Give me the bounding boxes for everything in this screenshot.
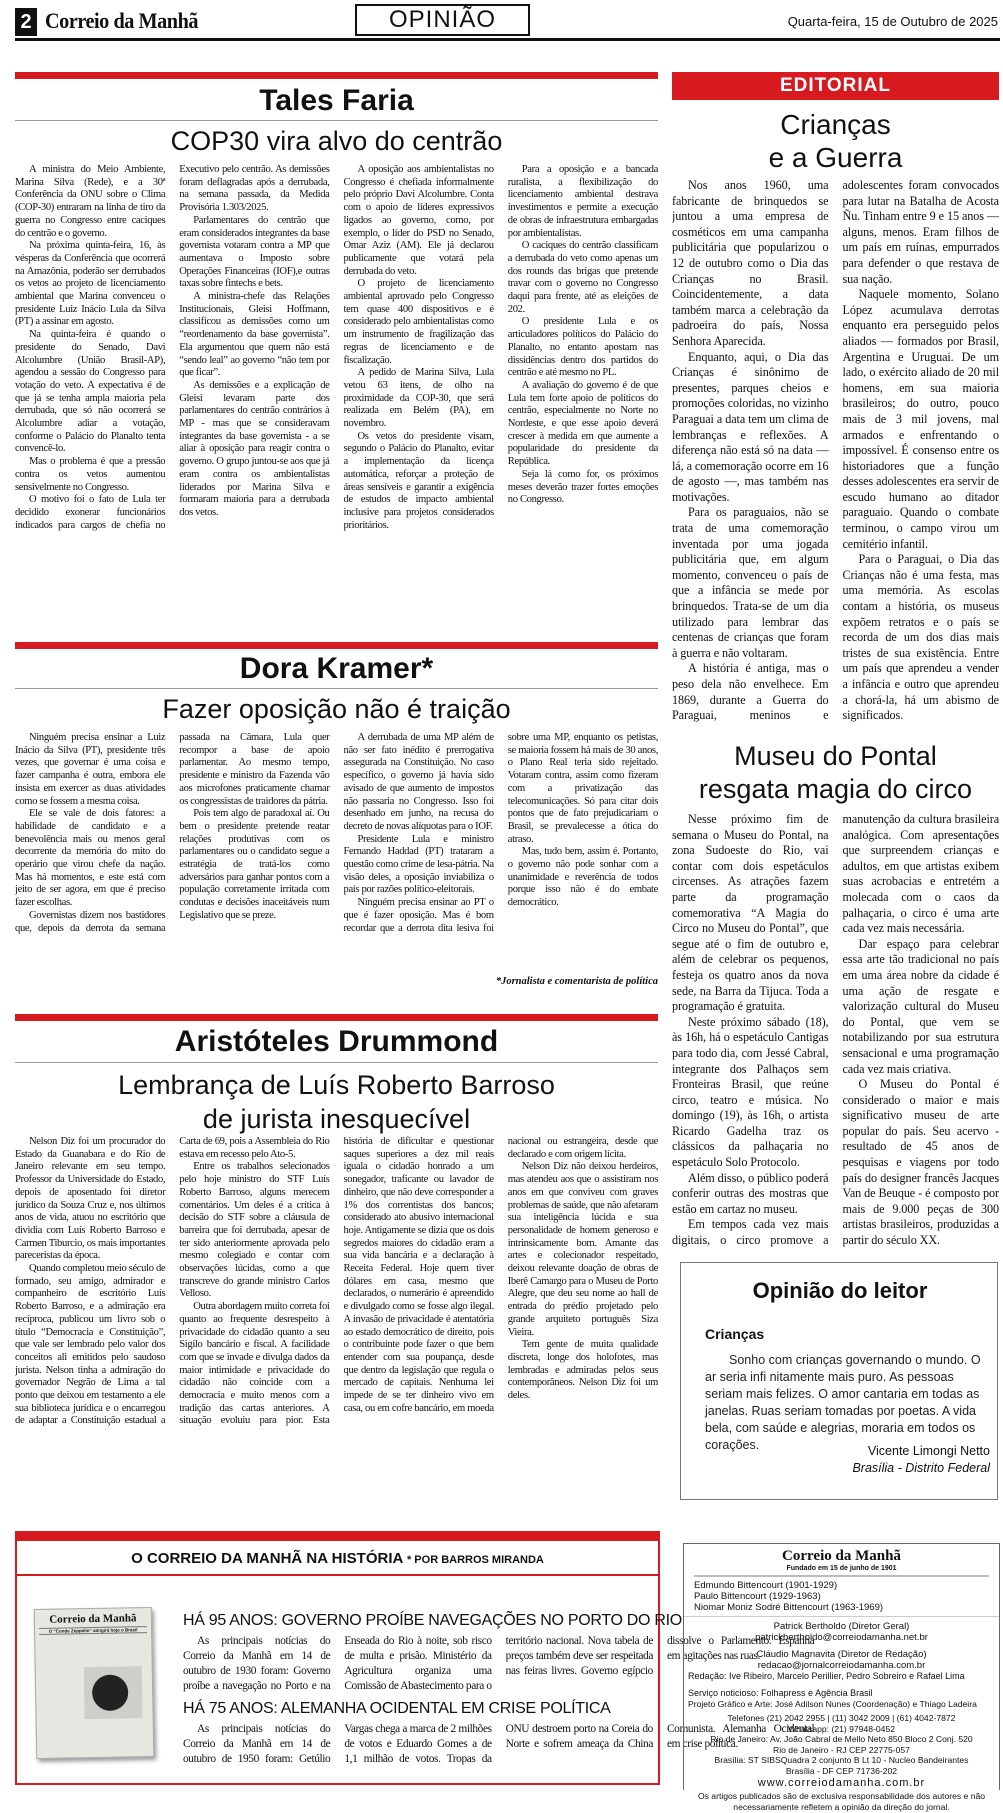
paragraph: Na quinta-feira é quando o presidente do Senado, Davi Alcolumbre (União Brasil-AP), agendou a sessão do Congresso para votação do veto. A expectativa é de que já se tenha ampla maioria pela derrubada, que só não ocorrerá se Alcolumbre adiar a votação, conforme o Palácio do Planalto tenta convencê-lo. xyxy=(15,329,166,455)
headline-line: de jurista inesquecível xyxy=(202,1104,471,1134)
columnist-name: Aristóteles Drummond xyxy=(174,1025,499,1058)
museu-headline xyxy=(672,740,999,806)
thumb-headline: O “Conde Zeppelin” atingirá hoje o Brasil xyxy=(39,1626,147,1635)
history-item-heading: HÁ 95 ANOS: GOVERNO PROÍBE NAVEGAÇÕES NO PORTO DO RIO xyxy=(183,1612,682,1629)
letter-text: Sonho com crianças governando o mundo. O ar seria infi nitamente mais puro. As pessoas seriam mais felizes. O amor cantaria em todas as janelas. Ruas seriam tomadas por poetas. A vida bela, com saúde e alegrias, moraria em todos os corações. xyxy=(705,1353,981,1452)
paragraph: Ninguém precisa ensinar ao PT o que é fazer oposição. Mas é bom recordar que a derrota dita lesiva foi sobre uma MP, enquanto os petistas, se maioria fossem há mais de 30 anos, o Plano Real teria sido rejeitado. Votaram contra, assim como fizeram com a privatização das telecomunicações. Só para citar dois pontos que de fato prejudicariam o Brasil, se prevalecesse a ótica do atraso. xyxy=(343,732,658,934)
history-item-heading: HÁ 75 ANOS: ALEMANHA OCIDENTAL EM CRISE POLÍTICA xyxy=(183,1700,611,1717)
letter-author: Vicente Limongi Netto xyxy=(867,1444,990,1458)
founded-date: Fundado em 15 de junho de 1901 xyxy=(694,1565,989,1577)
paragraph: Na próxima quinta-feira, 16, às vésperas da Conferência que ocorrerá na Amazônia, poderão ser derrubados os vetos ao projeto de licenciamento ambiental que Marina convenceu o presidente Luiz Inácio Lula da Silva (PT) a assinar em agosto. xyxy=(15,240,166,328)
letter-subject: Crianças xyxy=(705,1326,765,1342)
paragraph: Parlamentares do centrão que eram considerados integrantes da base governista votaram contra a MP que aumentava o Imposto sobre Operações Financeiras (IOF),e outras taxas sobre fintechs e bets. xyxy=(179,214,330,290)
history-title xyxy=(17,1541,658,1576)
address: Rio de Janeiro - RJ CEP 22775-057 xyxy=(773,1744,910,1755)
title-line: Museu do Pontal xyxy=(734,741,937,771)
paragraph: Quando completou meio século de formado, seu amigo, admirador e companheiro de escritório Luís Roberto Barroso, e a admiração era recíproca, publicou um livro sob o título “Democracia e Constituição”, que vale ser lembrado pelo valor dos conceitos ali emitidos pelo saudoso jurista. Nelson tinha a admiração do governador Negrão de Lima a tal ponto que deixou em testamento a ele sua biblioteca jurídica e o encarregou de adaptar a Constituição estadual a Carta de 69, pois a Assembleia do Rio estava em recesso pelo Ato-5. xyxy=(15,1136,330,1427)
section-title: OPINIÃO xyxy=(355,4,530,36)
issue-date: Quarta-feira, 15 de Outubro de 2025 xyxy=(787,14,998,29)
headline-line: Lembrança de Luís Roberto Barroso xyxy=(118,1070,555,1100)
masthead-box xyxy=(683,1543,1000,1812)
header-rule xyxy=(15,38,1000,41)
museu-body xyxy=(672,812,999,1250)
paragraph: As principais notícias do Correio da Manhã em 14 de outubro de 1930 foram: Governo proíbe a navegação no Porto e na Enseada do Rio à noite, sob risco de multa e prisão. Ministério da Agricultura organiza uma Comissão de Abastecimento para o território nacional. Nova tabela de preços também deve ser respeitada nas feiras livres. Governo egípcio dissolve o Parlamento. Espanha em agitações nas ruas. xyxy=(183,1635,815,1692)
paragraph: O caciques do centrão classificam a derrubada do veto como apenas um dos rounds das brigas que pretende travar com o governo no Congresso daqui para frente, até as eleições de 202. xyxy=(507,240,658,315)
newspaper-archive-image xyxy=(34,1607,155,1759)
paragraph: O Museu do Pontal é considerado o maior e mais significativo museu de arte popular do país. Seu acervo - resultado de 45 anos de pesquisas e viagens por todo país do designer francês Jacques Van de Beuque - é composto por mais de 9.000 peças de 300 artistas brasileiros, produzidas a partir do século XX. xyxy=(842,1077,999,1248)
paragraph: A oposição aos ambientalistas no Congresso é chefiada informalmente pelo próprio Davi Alcolumbre. Conta com o apoio de líderes expressivos ligados ao governo, como, por exemplo, o líder do PSD no Senado, Omar Aziz (AM). Ele já declarou publicamente que votará pela derrubada do veto. xyxy=(343,164,494,277)
paragraph: Enquanto, aqui, o Dia das Crianças é sinônimo de presentes, parques cheios e promoções coloridas, no vizinho Paraguai a data tem um clima de lembranças e reflexões. A diferença não está só na data — lá, a comemoração ocorre em 16 de agosto —, mas também nas motivações. xyxy=(672,349,829,504)
paragraph: Para o Paraguai, o Dia das Crianças não é uma festa, mas uma memória. As escolas contam a história, os museus expõem retratos e o país se recorda de um dos dias mais tristes de sua existência. Entre um país que aprendeu a vender a infância e outro que aprendeu a chorá-la, há um abismo de significados. xyxy=(842,552,999,723)
paragraph: A ministra-chefe das Relações Institucionais, Gleisi Hoffmann, classificou as demissões como um “reordenamento da base governista”. Ela argumentou que quem não está “sendo leal” ao governo “não tem por que ficar”. xyxy=(179,291,330,379)
address: Rio de Janeiro: Av. João Cabral de Mello Neto 850 Bloco 2 Conj. 520 xyxy=(710,1734,973,1744)
red-divider xyxy=(15,72,658,79)
editorial-title xyxy=(672,108,999,174)
zeppelin-photo xyxy=(84,1666,143,1719)
paragraph: Outra abordagem muito correta foi quanto ao frequente desrespeito à privacidade do cidadão quanto a seu Sigilo bancário e fiscal. A facilidade com que se invade e divulga dados da maior intimidade e privacidade do cidadão não coincide com a democracia e muito menos com a tradição das cartas anteriores. A situação evoluiu para pior. Esta história de dificultar e questionar saques superiores a dez mil reais iguala o cidadão honrado a um sonegador, traficante ou lavador de dinheiro, que não deve corresponder a 1% dos correntistas dos bancos; considerado ato abusivo internacional hoje. Antigamente se dizia que os dois segredos maiores do cidadão eram a sua vida bancária e a declaração à Receita Federal. Hoje quem tiver dólares em casa, mesmo que declarados, o numerário é apreendido e divulgado como se fosse algo ilegal. A invasão de privacidade é atentatória ao estado democrático de direito, pois o contribuinte pode fazer o que bem entender com sua poupança, desde que dentro da legislação que regula o mercado de capitais. Nenhuma lei impede de se ter dinheiro vivo em casa, ou em cofre bancário, em moeda nacional ou estrangeira, desde que declarado e com origem lícita. xyxy=(179,1136,658,1427)
paragraph: O motivo foi o fato de Lula ter decidido exonerar funcionários indicados para cargos de chefia no Executivo pelo centrão. As demissões foram deflagradas após a derrubada, na semana passada, da Medida Provisória 1.303/2025. xyxy=(15,164,330,531)
paragraph: Nos anos 1960, uma fabricante de brinquedos se juntou a uma empresa de cosméticos em uma campanha publicitária que popularizou o 12 de outubro como o Dia das Crianças no Brasil. Coincidentemente, a data também marca a celebração da padroeira do país, Nossa Senhora Aparecida. xyxy=(672,178,829,348)
editor: Cláudio Magnavita (Diretor de Redação) xyxy=(756,1649,927,1660)
paragraph: Tem gente de muita qualidade discreta, longe dos holofotes, mas lembradas e admiradas pelos seus contemporâneos. Nelson Diz foi um deles. xyxy=(507,1339,658,1402)
paragraph: Pois tem algo de paradoxal aí. Ou bem o presidente pretende reatar relações produtivas com os parlamentares ou o candidato segue a estratégia de tratá-los como adversários para ganhar pontos com a população corretamente irritada com condutas e decisões inaceitáveis num Legislativo que se preze. xyxy=(179,808,330,921)
article-body xyxy=(15,1136,658,1516)
paragraph: Para os paraguaios, não se trata de uma comemoração inventada por uma jogada publicitária que, em algum momento, convenceu o país de que a infância se mede por brinquedos. Trata-se de um dia utilizado para lembrar das centenas de crianças que foram à guerra e não voltaram. xyxy=(672,505,829,660)
red-divider xyxy=(15,1014,658,1021)
article-headline xyxy=(15,1068,658,1136)
paragraph: Ele se vale de dois fatores: a habilidade de candidato e a benevolência mais ou menos geral decorrente da memória do mito do operário que virou chefe da nação. Mas há momentos, e este está com jeito de ser agora, em que é preciso fazer escolhas. xyxy=(15,808,166,909)
paragraph: Neste próximo sábado (18), às 16h, há o espetáculo Cantigas para todo dia, com Jessé Cabral, integrante dos Palhaços sem Fronteiras Brasil, que reúne circo, teatro e música. No domingo (19), às 16h, o artista Ricardo Gadelha traz os clássicos da palhaçaria no espetáculo Solo Protocolo. xyxy=(672,1014,829,1170)
address: Brasília - DF CEP 71736-202 xyxy=(785,1765,898,1776)
masthead-logo: Correio da Manhã xyxy=(782,1548,901,1564)
paragraph: Governistas dizem nos bastidores que, depois da derrota da semana passada na Câmara, Lula quer recompor a base de apoio parlamentar. Ao mesmo tempo, presidente e ministro da Fazenda vão aos microfones praticamente chamar os congressistas de traidores da pátria. xyxy=(15,732,330,934)
newspaper-logo: Correio da Manhã xyxy=(45,8,199,33)
divider xyxy=(15,688,658,689)
history-byline: * POR BARROS MIRANDA xyxy=(406,1554,544,1566)
paragraph: Seja lá como for, os próximos meses deverão trazer fortes emoções no Congresso. xyxy=(507,468,658,506)
paragraph: Em tempos cada vez mais digitais, o circo promove a manutenção da cultura brasileira analógica. Com apresentações que surpreendem crianças e adultos, em que artistas exibem suas acrobacias e entretém a molecada com o caos da palhaçaria, o circo é uma arte cada vez mais necessária. xyxy=(672,812,999,1248)
disclaimer: Os artigos publicados são de exclusiva responsabilidade dos autores e não necessariamente refletem a opinião da direção do jornal. xyxy=(697,1791,986,1812)
whatsapp: Whatsapp: (21) 97948-0452 xyxy=(787,1723,895,1734)
page-number: 2 xyxy=(15,8,37,36)
letter-location: Brasília - Distrito Federal xyxy=(852,1461,990,1475)
paragraph: Presidente Lula e ministro Fernando Haddad (PT) trataram a questão como crime de lesa-pátria. Na visão deles, a oposição inviabiliza o país por razões político-eleitorais. xyxy=(343,833,494,896)
editor-email[interactable]: redacao@jornalcorreiodamanha.com.br xyxy=(757,1660,926,1671)
paragraph: Ninguém precisa ensinar a Luiz Inácio da Silva (PT), presidente três vezes, que governar é uma coisa e fazer campanha é outra, embora ele insista em exercer as duas atividades como se fossem a mesma coisa. xyxy=(15,732,166,807)
title-line: resgata magia do circo xyxy=(698,774,973,804)
paragraph: A ministra do Meio Ambiente, Marina Silva (Rede), e a 30ª Conferência da ONU sobre o Clima (COP-30) entraram na linha de tiro da guerra no Congresso entre caciques do centrão e o governo. xyxy=(15,164,166,239)
contacts xyxy=(684,1713,999,1776)
founder: Paulo Bittencourt (1929-1963) xyxy=(694,1591,821,1602)
paragraph: Mas, tudo bem, assim é. Portanto, o governo não pode sonhar com a unanimidade e reverência de todos porque isso não é do embate democrático. xyxy=(507,846,658,909)
article-headline: Fazer oposição não é traição xyxy=(162,694,511,724)
article-body xyxy=(15,732,658,940)
paragraph: Os vetos do presidente visam, segundo o Palácio do Planalto, evitar a implementação da licença automática, reforçar a proteção de áreas sensíveis e garantir a exigência de estudos de impacto ambiental inclusive para projetos considerados prioritários. xyxy=(343,430,494,531)
author-footnote: *Jornalista e comentarista de política xyxy=(495,976,658,987)
website-link[interactable]: www.correiodamanha.com.br xyxy=(757,1777,926,1789)
paragraph: Naquele momento, Solano López acumulava derrotas enquanto era perseguido pelos aliados — formados por Brasil, Argentina e Uruguai. De um lado, o exército aliado de 20 mil homens, em sua maioria brasileiros; do outro, pouco mais de 3 mil jovens, mal armados e enfrentando o impossível. É consenso entre os historiadores que a função desses adolescentes era servir de escudo humano ao ditador paraguaio. Quando o combate terminou, o campo virou um cemitério infantil. xyxy=(842,287,999,551)
paragraph: As demissões e a explicação de Gleisi levaram parte dos parlamentares do centrão contrários à MP - mas que se consideravam integrantes da base governista - a se aliar à oposição para reagir contra o governo. O grupo juntou-se aos que já eram contra os ambientalistas liderados por Marina Silva e formaram maioria para a derrubada dos vetos. xyxy=(179,379,330,518)
address: Brasília: ST SIBSQuadra 2 conjunto B Lt 10 - Nucleo Bandeirantes xyxy=(714,1755,969,1765)
paragraph: O presidente Lula e os articuladores políticos do Palácio do Planalto, no entanto apostam nas dissidências dentro dos partidos do centrão e até mesmo no PL. xyxy=(507,316,658,379)
thumb-logo: Correio da Manhã xyxy=(49,1612,137,1626)
founders-list xyxy=(684,1580,999,1617)
editorial-body xyxy=(672,178,999,730)
history-item-text xyxy=(183,1722,815,1770)
columnist-name: Tales Faria xyxy=(259,84,414,117)
phone: Telefones (21) 2042 2955 | (11) 3042 2009 | (61) 4042-7872 xyxy=(727,1713,956,1723)
article-body xyxy=(15,164,658,626)
paragraph: A derrubada de uma MP além de não ser fato inédito é prerrogativa assegurada na Constituição. No caso específico, o governo já havia sido avisado de que aumento de impostos não passaria no Congresso. Isso foi desenhado em junho, na recusa do decreto de novas alíquotas para o IOF. xyxy=(343,732,494,832)
divider xyxy=(15,1062,658,1063)
history-title-text: O CORREIO DA MANHÃ NA HISTÓRIA xyxy=(131,1550,403,1567)
founder: Edmundo Bittencourt (1901-1929) xyxy=(694,1580,838,1591)
paragraph: O projeto de licenciamento ambiental aprovado pelo Congresso tem quase 400 dispositivos e é considerado pelo ambientalistas como um instrumento de fragilização das regras de licenciamento e de fiscalização. xyxy=(343,278,494,366)
article-headline: COP30 vira alvo do centrão xyxy=(170,126,503,156)
paragraph: Mas o problema é que a pressão contra os vetos aumentou sensivelmente no Congresso. xyxy=(15,456,166,493)
editorial-tag: EDITORIAL xyxy=(672,72,999,100)
paragraph: Entre os trabalhos selecionados pelo hoje ministro do STF Luís Roberto Barroso, alguns merecem comentários. Um deles é a crítica à decisão do STF sobre a cláusula de barreira que foi derrubada, apesar de ter sido anteriormente aprovada pelo mesmo colegiado e contar com observações lúcidas, como a que transcreve do grande ministro Carlos Velloso. xyxy=(179,1161,330,1300)
paragraph: Além disso, o público poderá conferir outras des mostras que estão em cartaz no museu. xyxy=(672,1170,829,1216)
reader-opinion-title: Opinião do leitor xyxy=(700,1278,980,1304)
paragraph: A pedido de Marina Silva, Lula vetou 63 itens, de olho na proximidade da COP-30, que será realizada em Belém (PA), em novembro. xyxy=(343,367,494,430)
paragraph: Nesse próximo fim de semana o Museu do Pontal, na zona Sudoeste do Rio, vai contar com dois espetáculos circenses. As atrações fazem parte da programação comemorativa “A Magia do Circo no Museu do Pontal”, que segue até o fim de outubro e, além de celebrar os pequenos, festeja os quatro anos da nova sede, na Barra da Tijuca. Toda a programação é gratuita. xyxy=(672,812,829,1014)
paragraph: Dar espaço para celebrar essa arte tão tradicional no país em uma área nobre da cidade é uma ação de resgate e valorização cultural do Museu do Pontal, que vem se notabilizando por sua estrutura sensacional e uma programação cada vez mais criativa. xyxy=(842,936,999,1076)
paragraph: As principais notícias do Correio da Manhã em 14 de outubro de 1950 foram: Getúlio Vargas chega a marca de 2 milhões de votos e Eduardo Gomes a de 1,1 milhão de votos. Tropas da ONU destroem porto na Coreia do Norte e sofrem ameaça da China Comunista. Alemanha Ocidental em crise política. xyxy=(183,1723,815,1765)
paragraph: A história é antiga, mas o peso dela não envelhece. Em 1869, durante a Guerra do Paraguai, meninos e adolescentes foram convocados para lutar na Batalha de Acosta Ñu. Tinham entre 9 e 15 anos — alguns, menos. Eram filhos de um país em ruínas, empurrados para defender o que restava de sua nação. xyxy=(672,178,999,723)
design-credits: Projeto Gráfico e Arte: José Adilson Nunes (Coordenação) e Thiago Ladeira xyxy=(688,1699,977,1709)
founder: Niomar Moniz Sodré Bittencourt (1963-1969) xyxy=(694,1602,884,1613)
paragraph: Para a oposição e a bancada ruralista, a flexibilização do licenciamento ambiental destrava investimentos e permite a execução de obras de infraestrutura embargadas por ambientalistas. xyxy=(507,164,658,239)
red-divider xyxy=(15,642,658,649)
news-service: Serviço noticioso: Folhapress e Agência Brasil xyxy=(688,1688,873,1698)
columnist-name: Dora Kramer* xyxy=(239,652,434,685)
director-email[interactable]: patrickbertholdo@correiodamanha.net.br xyxy=(755,1632,928,1643)
title-line: e a Guerra xyxy=(768,142,903,173)
paragraph: A avaliação do governo é de que Lula tem forte apoio de políticos do centrão, especialmente no Norte no Nordeste, e que esse apoio deverá crescer à medida em que aumente a popularidade do presidente da República. xyxy=(507,379,658,468)
paragraph: Nelson Diz foi um procurador do Estado da Guanabara e do Rio de Janeiro relevante em seu tempo. Professor da Universidade do Estado, depois de aposentado foi diretor jurídico da Souza Cruz e, nos últimos anos de vida, atuou no escritório que dividia com Luís Roberto Barroso e Carmen Tiburcio, os mais importantes pareceristas da época. xyxy=(15,1136,166,1262)
director: Patrick Bertholdo (Diretor Geral) xyxy=(773,1621,910,1632)
title-line: Crianças xyxy=(780,109,891,140)
paragraph: Nelson Diz não deixou herdeiros, mas atendeu aos que o assistiram nos anos em que conviveu com graves problemas de saúde, que não afetaram sua inteligência lúcida e sua personalidade de homem generoso e intrinsicamente bom. Amante das artes e colecionador respeitado, deixou relevante doação de obras de Iberê Camargo para o Museu de Porto Alegre, que deu seu nome ao hall de entrada do prédio projetado pelo grande arquiteto português Siza Vieira. xyxy=(507,1161,658,1338)
divider xyxy=(15,120,658,121)
newsroom-staff: Redação: Ive Ribeiro, Marcelo Perillier, Pedro Sobreiro e Rafael Lima xyxy=(688,1671,965,1681)
